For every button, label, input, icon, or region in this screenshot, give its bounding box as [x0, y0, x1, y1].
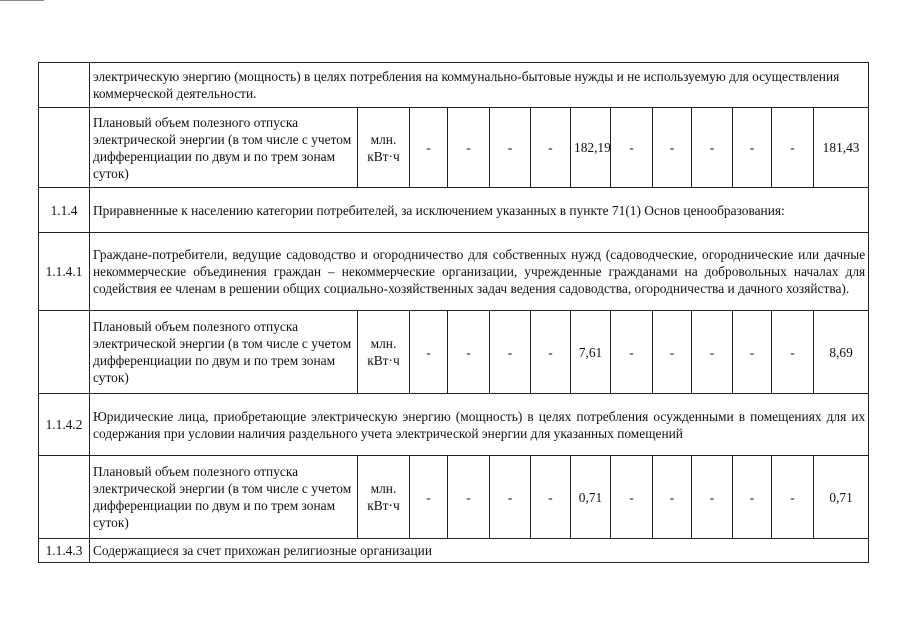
value-cell: - [448, 311, 490, 394]
value-cell: - [733, 456, 772, 539]
indicator-label: Плановый объем полезного отпуска электрической энергии (в том числе с учетом дифференциации по двум и по трем зонам суток) [90, 311, 358, 394]
section-text: электрическую энергию (мощность) в целях потребления на коммунально-бытовые нужды и не используемую для осуществления коммерческой деятельности. [90, 63, 869, 108]
table-row [39, 108, 869, 188]
row-number-cell [39, 311, 90, 394]
row-number-cell [39, 108, 90, 188]
table-row [39, 233, 869, 311]
value-cell: - [692, 108, 733, 188]
value-cell: - [611, 456, 653, 539]
value-cell: - [531, 108, 571, 188]
row-number: 1.1.4 [39, 188, 90, 233]
table-row [39, 311, 869, 394]
section-text: Юридические лица, приобретающие электрическую энергию (мощность) в целях потребления осужденными в помещениях для их содержания при условии наличия раздельного учета электрической энергии для указанных помещений [90, 394, 869, 456]
row-number-cell [39, 456, 90, 539]
page-corner-mark [0, 0, 44, 1]
value-cell: - [490, 108, 531, 188]
value-cell: - [772, 456, 814, 539]
value-cell: - [611, 108, 653, 188]
value-cell: - [448, 456, 490, 539]
unit-cell: млн. кВт·ч [358, 108, 410, 188]
value-cell: - [692, 311, 733, 394]
row-number: 1.1.4.1 [39, 233, 90, 311]
section-text: Приравненные к населению категории потребителей, за исключением указанных в пункте 71(1) Основ ценообразования: [90, 188, 869, 233]
value-cell: - [733, 311, 772, 394]
value-cell: 182,19 [571, 108, 611, 188]
unit-cell: млн. кВт·ч [358, 456, 410, 539]
value-cell: - [653, 108, 692, 188]
value-cell: - [410, 108, 448, 188]
value-cell: - [410, 311, 448, 394]
table-row [39, 456, 869, 539]
table-row [39, 539, 869, 563]
value-cell: - [733, 108, 772, 188]
table-row [39, 63, 869, 108]
value-cell: - [772, 108, 814, 188]
value-cell: 181,43 [814, 108, 869, 188]
value-cell: - [531, 311, 571, 394]
tariff-table [38, 62, 869, 563]
value-cell: - [410, 456, 448, 539]
value-cell: - [653, 311, 692, 394]
value-cell: - [531, 456, 571, 539]
indicator-label: Плановый объем полезного отпуска электрической энергии (в том числе с учетом дифференциации по двум и по трем зонам суток) [90, 456, 358, 539]
value-cell: 7,61 [571, 311, 611, 394]
value-cell: 0,71 [814, 456, 869, 539]
value-cell: - [692, 456, 733, 539]
value-cell: - [490, 456, 531, 539]
table-row [39, 188, 869, 233]
value-cell: - [448, 108, 490, 188]
row-number: 1.1.4.3 [39, 539, 90, 563]
section-text: Граждане-потребители, ведущие садоводство и огородничество для собственных нужд (садоводческие, огороднические или дачные некоммерческие объединения граждан – некоммерческие организации, учрежденные гражданами на добровольных началах для содействия ее членам в решении общих социально-хозяйственных задач ведения садоводства, огородничества и дачного хозяйства). [90, 233, 869, 311]
indicator-label: Плановый объем полезного отпуска электрической энергии (в том числе с учетом дифференциации по двум и по трем зонам суток) [90, 108, 358, 188]
table-row [39, 394, 869, 456]
section-text: Содержащиеся за счет прихожан религиозные организации [90, 539, 869, 563]
value-cell: - [490, 311, 531, 394]
value-cell: - [653, 456, 692, 539]
value-cell: 8,69 [814, 311, 869, 394]
value-cell: - [772, 311, 814, 394]
value-cell: 0,71 [571, 456, 611, 539]
row-number-cell [39, 63, 90, 108]
row-number: 1.1.4.2 [39, 394, 90, 456]
unit-cell: млн. кВт·ч [358, 311, 410, 394]
value-cell: - [611, 311, 653, 394]
